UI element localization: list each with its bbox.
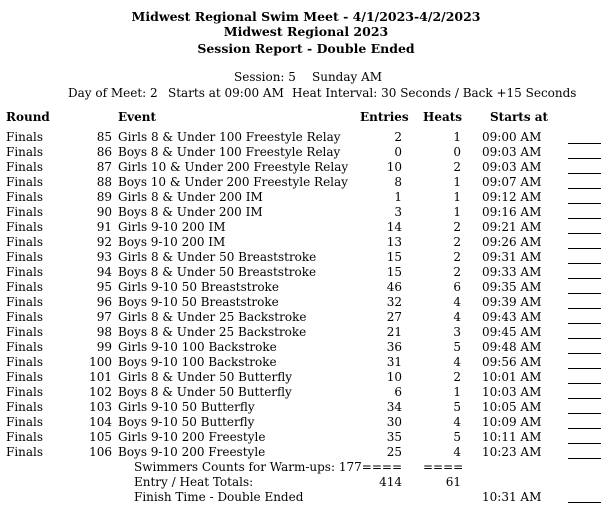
event-number: 106 (89, 445, 112, 459)
event-name: Boys 8 & Under 25 Backstroke (118, 325, 307, 339)
write-in-line (568, 353, 601, 354)
event-start-time: 09:07 AM (482, 175, 542, 189)
write-in-line (568, 308, 601, 309)
event-number: 89 (96, 190, 112, 204)
totals-label: Entry / Heat Totals: (134, 475, 254, 489)
write-in-line (568, 158, 601, 159)
event-heats: 1 (453, 130, 461, 144)
event-round: Finals (6, 145, 44, 159)
event-number: 95 (96, 280, 112, 294)
event-name: Boys 8 & Under 50 Butterfly (118, 385, 292, 399)
event-heats: 1 (453, 385, 461, 399)
day-of-meet: Day of Meet: 2 (68, 86, 158, 100)
table-row (0, 220, 612, 235)
event-start-time: 10:09 AM (482, 415, 542, 429)
event-heats: 2 (453, 220, 461, 234)
write-in-line (568, 188, 601, 189)
event-heats: 3 (453, 325, 461, 339)
table-row (0, 340, 612, 355)
event-round: Finals (6, 400, 44, 414)
event-entries: 27 (386, 310, 402, 324)
event-name: Girls 8 & Under 50 Butterfly (118, 370, 292, 384)
table-row (0, 130, 612, 145)
event-heats: 2 (453, 160, 461, 174)
event-heats: 1 (453, 205, 461, 219)
event-name: Boys 9-10 200 Freestyle (118, 445, 266, 459)
event-heats: 4 (453, 415, 461, 429)
event-number: 98 (96, 325, 112, 339)
table-row (0, 280, 612, 295)
table-row (0, 145, 612, 160)
table-row (0, 295, 612, 310)
event-round: Finals (6, 265, 44, 279)
event-round: Finals (6, 340, 44, 354)
meet-subtitle: Midwest Regional 2023 (223, 24, 389, 39)
event-start-time: 09:56 AM (482, 355, 542, 369)
col-header-heats: Heats (423, 110, 463, 124)
table-row (0, 355, 612, 370)
table-row (0, 310, 612, 325)
event-round: Finals (6, 310, 44, 324)
event-number: 88 (96, 175, 112, 189)
event-start-time: 10:01 AM (482, 370, 542, 384)
event-number: 105 (89, 430, 112, 444)
table-row (0, 235, 612, 250)
event-heats: 4 (453, 295, 461, 309)
event-entries: 15 (386, 265, 402, 279)
session-label: Session: 5 (234, 70, 296, 84)
event-name: Boys 9-10 100 Backstroke (118, 355, 277, 369)
finish-time: 10:31 AM (482, 490, 542, 504)
event-number: 93 (96, 250, 112, 264)
event-round: Finals (6, 160, 44, 174)
event-heats: 1 (453, 190, 461, 204)
event-name: Boys 8 & Under 50 Breaststroke (118, 265, 317, 279)
event-round: Finals (6, 295, 44, 309)
event-start-time: 09:48 AM (482, 340, 542, 354)
event-entries: 25 (386, 445, 402, 459)
event-number: 90 (96, 205, 112, 219)
event-name: Boys 9-10 50 Breaststroke (118, 295, 279, 309)
event-heats: 6 (453, 280, 461, 294)
event-number: 92 (96, 235, 112, 249)
event-start-time: 10:11 AM (482, 430, 542, 444)
meet-title: Midwest Regional Swim Meet - 4/1/2023-4/2/2023 (131, 9, 481, 24)
event-round: Finals (6, 250, 44, 264)
event-heats: 2 (453, 235, 461, 249)
report-title: Session Report - Double Ended (197, 41, 415, 56)
event-name: Boys 8 & Under 100 Freestyle Relay (118, 145, 341, 159)
event-name: Boys 10 & Under 200 Freestyle Relay (118, 175, 348, 189)
event-entries: 10 (386, 370, 402, 384)
event-entries: 21 (386, 325, 402, 339)
table-row (0, 415, 612, 430)
finish-label: Finish Time - Double Ended (134, 490, 304, 504)
event-round: Finals (6, 430, 44, 444)
warmup-count: Swimmers Counts for Warm-ups: 177 (134, 460, 362, 474)
event-start-time: 09:43 AM (482, 310, 542, 324)
event-round: Finals (6, 130, 44, 144)
event-heats: 2 (453, 250, 461, 264)
col-header-round: Round (6, 110, 50, 124)
event-round: Finals (6, 385, 44, 399)
event-name: Girls 9-10 100 Backstroke (118, 340, 277, 354)
event-heats: 2 (453, 370, 461, 384)
write-in-line (568, 383, 601, 384)
event-name: Girls 9-10 50 Breaststroke (118, 280, 279, 294)
total-entries: 414 (379, 475, 402, 489)
event-start-time: 09:21 AM (482, 220, 542, 234)
event-entries: 2 (394, 130, 402, 144)
event-entries: 0 (394, 145, 402, 159)
event-start-time: 09:35 AM (482, 280, 542, 294)
event-name: Girls 8 & Under 25 Backstroke (118, 310, 307, 324)
event-round: Finals (6, 220, 44, 234)
table-row (0, 205, 612, 220)
event-name: Girls 9-10 200 IM (118, 220, 226, 234)
write-in-line (568, 398, 601, 399)
col-header-event: Event (118, 110, 157, 124)
event-entries: 30 (386, 415, 402, 429)
event-round: Finals (6, 415, 44, 429)
table-row (0, 385, 612, 400)
event-name: Boys 9-10 50 Butterfly (118, 415, 255, 429)
event-name: Girls 10 & Under 200 Freestyle Relay (118, 160, 349, 174)
event-start-time: 09:45 AM (482, 325, 542, 339)
event-number: 94 (96, 265, 112, 279)
event-number: 101 (89, 370, 112, 384)
event-heats: 4 (453, 445, 461, 459)
event-start-time: 09:16 AM (482, 205, 542, 219)
event-name: Boys 9-10 200 IM (118, 235, 226, 249)
event-number: 100 (89, 355, 112, 369)
write-in-line (568, 413, 601, 414)
event-heats: 4 (453, 310, 461, 324)
event-round: Finals (6, 325, 44, 339)
event-round: Finals (6, 370, 44, 384)
event-number: 85 (96, 130, 112, 144)
event-name: Girls 8 & Under 50 Breaststroke (118, 250, 317, 264)
event-start-time: 09:03 AM (482, 160, 542, 174)
write-in-line (568, 248, 601, 249)
event-entries: 14 (386, 220, 402, 234)
event-number: 91 (96, 220, 112, 234)
event-round: Finals (6, 190, 44, 204)
write-in-line (568, 323, 601, 324)
write-in-line (568, 218, 601, 219)
event-start-time: 09:33 AM (482, 265, 542, 279)
event-start-time: 09:03 AM (482, 145, 542, 159)
event-start-time: 09:26 AM (482, 235, 542, 249)
event-entries: 1 (394, 190, 402, 204)
finish-write-line (568, 502, 601, 503)
event-entries: 35 (386, 430, 402, 444)
event-round: Finals (6, 445, 44, 459)
event-entries: 8 (394, 175, 402, 189)
event-heats: 5 (453, 430, 461, 444)
session-start: Starts at 09:00 AM (168, 86, 284, 100)
event-number: 97 (96, 310, 112, 324)
event-entries: 36 (386, 340, 402, 354)
table-row (0, 160, 612, 175)
write-in-line (568, 263, 601, 264)
table-row (0, 400, 612, 415)
event-number: 102 (89, 385, 112, 399)
write-in-line (568, 278, 601, 279)
event-round: Finals (6, 205, 44, 219)
total-heats: 61 (445, 475, 461, 489)
table-row (0, 445, 612, 460)
event-heats: 1 (453, 175, 461, 189)
write-in-line (568, 203, 601, 204)
entries-separator: ==== (361, 460, 402, 474)
heats-separator: ==== (423, 460, 464, 474)
event-start-time: 09:31 AM (482, 250, 542, 264)
table-row (0, 325, 612, 340)
write-in-line (568, 173, 601, 174)
write-in-line (568, 428, 601, 429)
event-name: Girls 9-10 50 Butterfly (118, 400, 255, 414)
event-heats: 2 (453, 265, 461, 279)
event-entries: 34 (386, 400, 402, 414)
event-round: Finals (6, 235, 44, 249)
event-number: 86 (96, 145, 112, 159)
event-heats: 5 (453, 400, 461, 414)
event-start-time: 09:39 AM (482, 295, 542, 309)
table-row (0, 265, 612, 280)
write-in-line (568, 233, 601, 234)
event-name: Girls 8 & Under 100 Freestyle Relay (118, 130, 341, 144)
table-row (0, 430, 612, 445)
write-in-line (568, 293, 601, 294)
event-name: Girls 9-10 200 Freestyle (118, 430, 266, 444)
event-entries: 31 (386, 355, 402, 369)
write-in-line (568, 143, 601, 144)
table-row (0, 190, 612, 205)
event-start-time: 10:05 AM (482, 400, 542, 414)
event-number: 103 (89, 400, 112, 414)
session-day-name: Sunday AM (312, 70, 383, 84)
write-in-line (568, 458, 601, 459)
table-row (0, 370, 612, 385)
event-entries: 6 (394, 385, 402, 399)
table-row (0, 250, 612, 265)
heat-interval: Heat Interval: 30 Seconds / Back +15 Seconds (292, 86, 577, 100)
event-round: Finals (6, 175, 44, 189)
event-start-time: 09:12 AM (482, 190, 542, 204)
event-name: Boys 8 & Under 200 IM (118, 205, 263, 219)
write-in-line (568, 368, 601, 369)
col-header-entries: Entries (360, 110, 409, 124)
event-heats: 4 (453, 355, 461, 369)
event-number: 104 (89, 415, 112, 429)
event-number: 87 (96, 160, 112, 174)
event-heats: 5 (453, 340, 461, 354)
event-start-time: 09:00 AM (482, 130, 542, 144)
event-number: 96 (96, 295, 112, 309)
write-in-line (568, 338, 601, 339)
event-table (0, 130, 612, 460)
event-heats: 0 (453, 145, 461, 159)
write-in-line (568, 443, 601, 444)
event-number: 99 (96, 340, 112, 354)
event-round: Finals (6, 355, 44, 369)
col-header-starts-at: Starts at (490, 110, 549, 124)
event-entries: 46 (386, 280, 402, 294)
event-entries: 13 (386, 235, 402, 249)
event-entries: 15 (386, 250, 402, 264)
event-round: Finals (6, 280, 44, 294)
event-entries: 10 (386, 160, 402, 174)
event-entries: 3 (394, 205, 402, 219)
table-row (0, 175, 612, 190)
event-name: Girls 8 & Under 200 IM (118, 190, 263, 204)
event-start-time: 10:23 AM (482, 445, 542, 459)
event-start-time: 10:03 AM (482, 385, 542, 399)
event-entries: 32 (386, 295, 402, 309)
